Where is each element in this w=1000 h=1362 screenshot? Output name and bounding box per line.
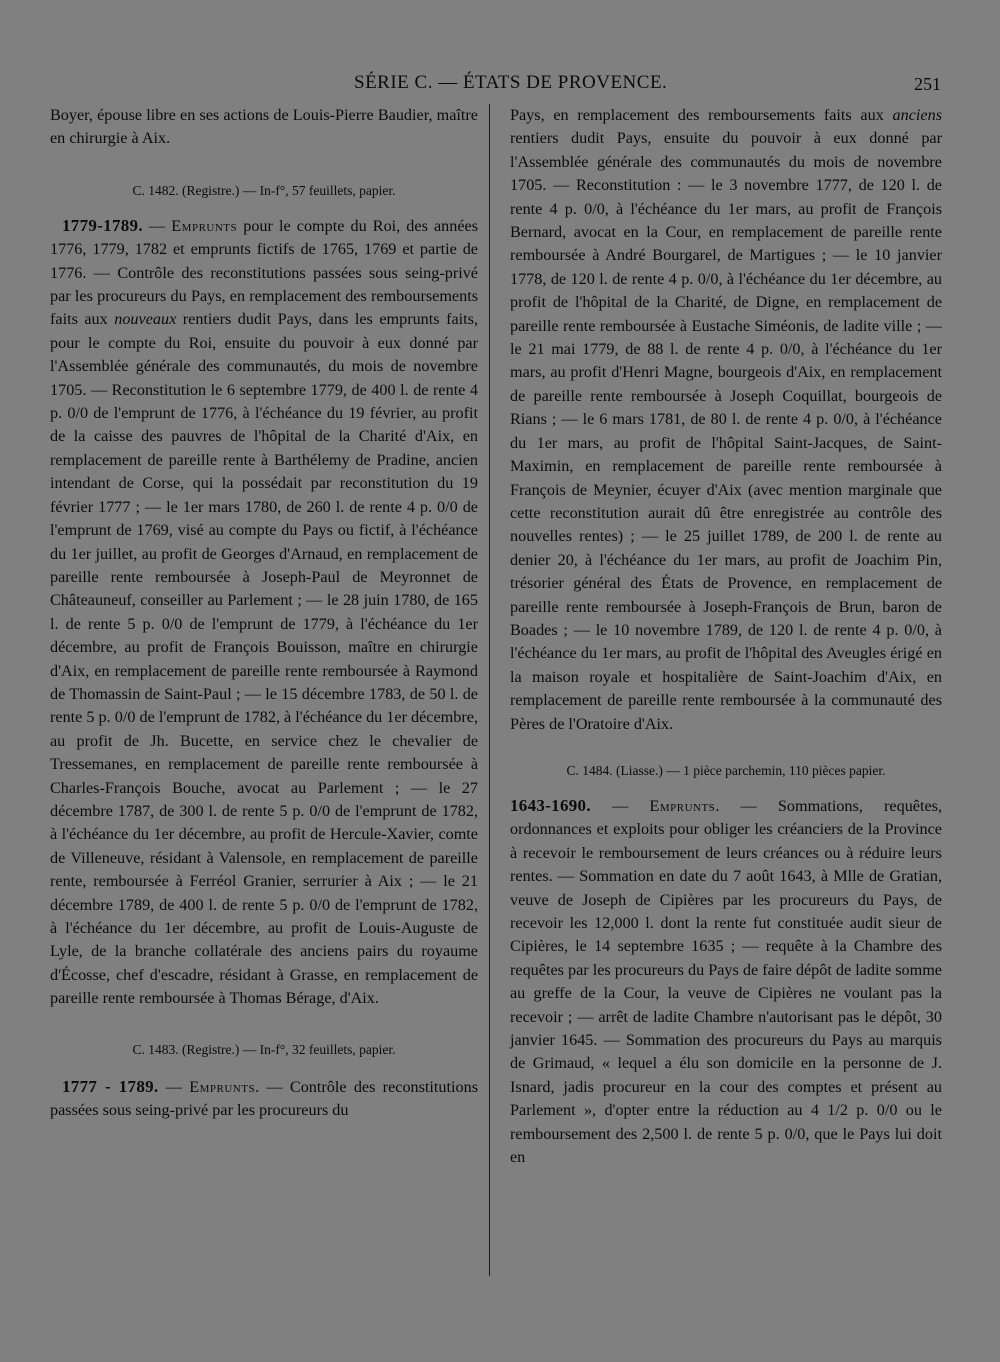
entry-text: . — Contrôle des reconstitutions passées sous seing-privé par les procureurs du [50,1077,478,1120]
call-number-1483: C. 1483. (Registre.) — In-f°, 32 feuillets, papier. [132,1041,396,1057]
call-number-1484: C. 1484. (Liasse.) — 1 pièce parchemin, 110 pièces papier. [566,762,886,778]
entry-text: . — Sommations, requêtes, ordonnances et exploits pour obliger les créanciers de la Province à recevoir le remboursement de leurs créances ou à réduire leurs rentes. — Sommation en date du 7 août 1643, à Mlle de Gratian, veuve de Joseph de Cipières par les procureurs du Pays, de recevoir les 12,000 l. dont la rente fut constituée audit sieur de Cipières, le 14 septembre 1635 ; — requête à la Chambre des requêtes par les procureurs du Pays de faire dépôt de ladite somme au greffe de la Cour, la veuve de Cipières ne voulant pas la recevoir ; — arrêt de ladite Chambre n'autorisant pas le dépôt, 30 janvier 1645. — Sommation des procureurs du Pays au marquis de Grimaud, « lequel a élu son domicile en la personne de J. Isnard, jadis procureur en la cour des comptes et présent au Parlement », d'opter entre la réduction au 4 1/2 p. 0/0 ou le remboursement des 2,500 l. de rente 5 p. 0/0, que le Pays lui doit en [510,796,943,1167]
call-number-1482: C. 1482. (Registre.) — In-f°, 57 feuillets, papier. [132,182,396,198]
entry-keyword: Emprunts [189,1077,256,1096]
entry-1777-1789: 1777 - 1789. — Emprunts. — Contrôle des reconstitutions passées sous seing-privé par les procureurs du [50,1076,478,1120]
entry-keyword: Emprunts [171,216,238,235]
running-head [0,72,1000,98]
entry-text-continued: rentiers dudit Pays, dans les emprunts faits, pour le compte du Roi, ensuite du pouvoir à eux donné par l'Assemblée générale des communautés, du mois de novembre 1705. — Reconstitution le 6 septembre 1779, de 400 l. de rente 4 p. 0/0 de l'emprunt de 1776, à l'échéance du 19 février, au profit de la caisse des pauvres de l'hôpital de la Charité d'Aix, en remplacement de pareille rente à Barthélemy de Pradine, ancien intendant de Corse, qui la possédait par reconstitution du 19 février 1777 ; — le 1er mars 1780, de 260 l. de rente 4 p. 0/0 de l'emprunt de 1769, visé au compte du Pays ou fictif, à l'échéance du 1er juillet, au profit de Georges d'Arnaud, en remplacement de pareille rente remboursée à Joseph-Paul de Meyronnet de Châteauneuf, conseiller au Parlement ; — le 28 juin 1780, de 165 l. de rente 5 p. 0/0 de l'emprunt de 1779, à l'échéance du 1er décembre, au profit de François Bouisson, maître en chirurgie d'Aix, en remplacement de pareille rente remboursée à Raymond de Thomassin de Saint-Paul ; — le 15 décembre 1783, de 50 l. de rente 5 p. 0/0 de l'emprunt de 1782, à l'échéance du 1er décembre, au profit de Jh. Bucette, en service chez le chevalier de Tressemanes, en remplacement de pareille rente remboursée à Charles-François Bouche, avocat au Parlement ; — le 27 décembre 1787, de 300 l. de rente 5 p. 0/0 de l'emprunt de 1782, à l'échéance du 1er décembre, au profit de Hercule-Xavier, comte de Villeneuve, résidant à Valensole, en remplacement de pareille rente, remboursée à Ferréol Granier, serrurier à Aix ; — le 21 décembre 1789, de 400 l. de rente 5 p. 0/0 de l'emprunt de 1782, à l'échéance du 1er décembre, au profit de Louis-Auguste de Lyle, de la branche collatérale des anciens pairs du royaume d'Écosse, chef d'escadre, résidant à Grasse, en remplacement de pareille rente remboursée à Thomas Bérage, d'Aix. [50,310,478,1008]
series-title: SÉRIE C. — ÉTATS DE PROVENCE. [354,72,668,93]
right-column [510,104,942,1169]
continuation-paragraph [510,104,942,736]
entry-dates: 1643-1690. [510,795,591,815]
left-column [50,104,478,1122]
entry-dates: 1779-1789. [62,215,143,235]
page-number: 251 [914,74,941,94]
continuation-italic-word: anciens [892,106,942,124]
entry-keyword: Emprunts [649,796,716,815]
column-divider [489,104,490,1276]
entry-text: pour le compte du Roi, des années 1776, 1779, 1782 et emprunts fictifs de 1765, 1769 et partie de 1776. — Contrôle des reconstitutions passées sous seing-privé par les procureurs du Pays, en remplacement des remboursements faits aux [50,216,479,329]
continuation-text-rest: rentiers dudit Pays, ensuite du pouvoir à eux donné par l'Assemblée générale des communautés du mois de novembre 1705. — Reconstitution : — le 3 novembre 1777, de 120 l. de rente 4 p. 0/0, à l'échéance du 1er mars, au profit de François Bernard, avocat en la Cour, en remplacement de pareille rente remboursée à André Bourgarel, de Martigues ; — le 10 janvier 1778, de 120 l. de rente 4 p. 0/0, à l'échéance du 1er décembre, au profit de l'hôpital de la Charité, de Digne, en remplacement de pareille rente remboursée à Eustache Siméonis, de ladite ville ; — le 21 mai 1779, de 88 l. de rente 4 p. 0/0, à l'échéance du 1er mars, au profit d'Henri Magne, bourgeois d'Aix, en remplacement de pareille rente remboursée à Joseph Coquillat, bourgeois de Rians ; — le 6 mars 1781, de 80 l. de rente 4 p. 0/0, à l'échéance du 1er mars, au profit de l'hôpital Saint-Jacques, de Saint-Maximin, en remplacement de pareille rente remboursée à François de Meynier, écuyer d'Aix (avec mention marginale que cette reconstitution aurait dû être enregistrée au contrôle des nouvelles rentes) ; — le 25 juillet 1789, de 200 l. de rente au denier 20, à l'échéance du 1er mars, au profit de Joachim Pin, trésorier général des États de Provence, en remplacement de pareille rente remboursée à Joseph-François de Brun, baron de Boades ; — le 10 novembre 1789, de 120 l. de rente 4 p. 0/0, à l'échéance du 1er mars, au profit de l'hôpital des Aveugles érigé en la maison royale et hospitalière de Saint-Joachim d'Aix, en remplacement de pareille rente remboursée à la communauté des Pères de l'Oratoire d'Aix. [510,129,942,733]
continuation-paragraph: Boyer, épouse libre en ses actions de Louis-Pierre Baudier, maître en chirurgie à Aix. [50,106,478,148]
entry-1643-1690: 1643-1690. — Emprunts. — Sommations, requêtes, ordonnances et exploits pour obliger les créanciers de la Province à recevoir le remboursement de leurs créances ou à réduire leurs rentes. — Sommation en date du 7 août 1643, à Mlle de Gratian, veuve de Joseph de Cipières par les procureurs du Pays, de recevoir les 12,000 l. dont la rente fut constituée audit sieur de Cipières, le 14 septembre 1635 ; — requête à la Chambre des requêtes par les procureurs du Pays de faire dépôt de ladite somme au greffe de la Cour, la veuve de Cipières ne voulant pas la recevoir ; — arrêt de ladite Chambre n'autorisant pas le dépôt, 30 janvier 1645. — Sommation des procureurs du Pays au marquis de Grimaud, « lequel a élu son domicile en la personne de J. Isnard, jadis procureur en la cour des comptes et présent au Parlement », d'opter entre la réduction au 4 1/2 p. 0/0 ou le remboursement des 2,500 l. de rente 5 p. 0/0, que le Pays lui doit en [510,795,943,1167]
continuation-text: Pays, en remplacement des remboursements faits aux [510,106,893,124]
entry-dates: 1777 - 1789. [62,1076,159,1096]
entry-italic-word: nouveaux [114,310,177,329]
entry-1779-1789: 1779-1789. — Emprunts pour le compte du Roi, des années 1776, 1779, 1782 et emprunts fictifs de 1765, 1769 et partie de 1776. — Contrôle des reconstitutions passées sous seing-privé par les procureurs du Pays, en remplacement des remboursements faits aux nouveaux rentiers dudit Pays, dans les emprunts faits, pour le compte du Roi, ensuite du pouvoir à eux donné par l'Assemblée générale des communautés, du mois de novembre 1705. — Reconstitution le 6 septembre 1779, de 400 l. de rente 4 p. 0/0 de l'emprunt de 1776, à l'échéance du 19 février, au profit de la caisse des pauvres de l'hôpital de la Charité d'Aix, en remplacement de pareille rente à Barthélemy de Pradine, ancien intendant de Corse, qui la possédait par reconstitution du 19 février 1777 ; — le 1er mars 1780, de 260 l. de rente 4 p. 0/0 de l'emprunt de 1769, visé au compte du Pays ou fictif, à l'échéance du 1er juillet, au profit de Georges d'Arnaud, en remplacement de pareille rente remboursée à Joseph-Paul de Meyronnet de Châteauneuf, conseiller au Parlement ; — le 28 juin 1780, de 165 l. de rente 5 p. 0/0 de l'emprunt de 1779, à l'échéance du 1er décembre, au profit de François Bouisson, maître en chirurgie d'Aix, en remplacement de pareille rente remboursée à Raymond de Thomassin de Saint-Paul ; — le 15 décembre 1783, de 50 l. de rente 5 p. 0/0 de l'emprunt de 1782, à l'échéance du 1er décembre, au profit de Jh. Bucette, en service chez le chevalier de Tressemanes, en remplacement de pareille rente remboursée à Charles-François Bouche, avocat au Parlement ; — le 27 décembre 1787, de 300 l. de rente 5 p. 0/0 de l'emprunt de 1782, à l'échéance du 1er décembre, au profit de Hercule-Xavier, comte de Villeneuve, résidant à Valensole, en remplacement de pareille rente, remboursée à Ferréol Granier, serrurier à Aix ; — le 21 décembre 1789, de 400 l. de rente 5 p. 0/0 de l'emprunt de 1782, à l'échéance du 1er décembre, au profit de Louis-Auguste de Lyle, de la branche collatérale des anciens pairs du royaume d'Écosse, chef d'escadre, résidant à Grasse, en remplacement de pareille rente remboursée à Thomas Bérage, d'Aix. [50,215,479,1008]
